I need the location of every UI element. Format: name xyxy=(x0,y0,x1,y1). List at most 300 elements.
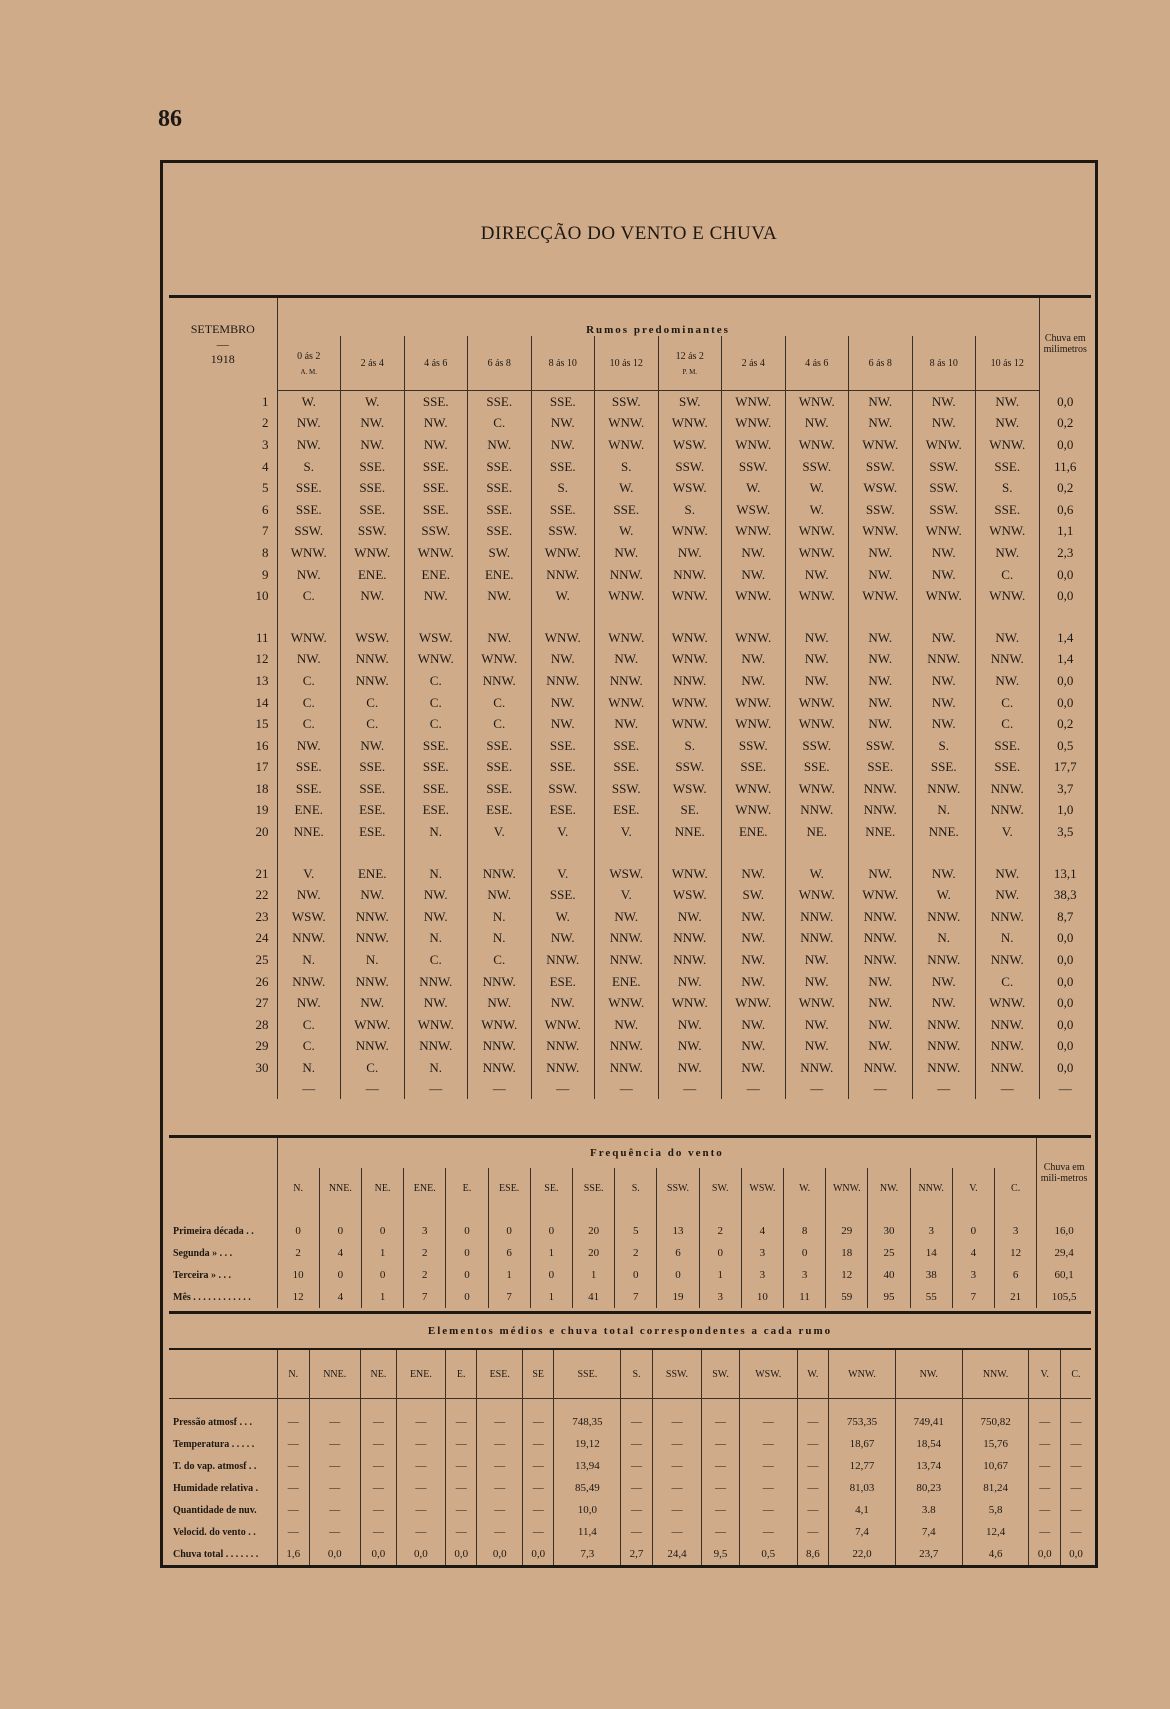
table-row xyxy=(169,1286,1091,1308)
freq-cell: 20 xyxy=(572,1242,614,1264)
wind-cell: V. xyxy=(595,884,659,906)
wind-cell: SSE. xyxy=(277,778,341,800)
wind-cell: SSW. xyxy=(277,521,341,543)
wind-cell: NW. xyxy=(976,863,1040,885)
freq-cell: 0 xyxy=(952,1208,994,1242)
day-cell: 20 xyxy=(169,821,277,843)
wind-cell: SSW. xyxy=(849,456,913,478)
day-cell: 30 xyxy=(169,1057,277,1079)
rain-cell: 17,7 xyxy=(1053,759,1077,775)
elem-cell: 0,0 xyxy=(396,1543,445,1565)
elem-col-header: SSE. xyxy=(554,1349,621,1399)
day-cell: 3 xyxy=(169,434,277,456)
elem-cell: — xyxy=(278,1399,310,1434)
wind-cell: NW. xyxy=(722,928,786,950)
wind-cell: NW. xyxy=(658,971,722,993)
rain-cell: 0,0 xyxy=(1057,393,1074,409)
elem-cell: 18,67 xyxy=(829,1433,896,1455)
wind-cell: SSE. xyxy=(976,456,1040,478)
wind-cell: SSE. xyxy=(341,456,405,478)
wind-cell: ESE. xyxy=(404,800,468,822)
wind-cell: SSW. xyxy=(595,391,659,413)
wind-cell: NW. xyxy=(341,434,405,456)
wind-cell: WNW. xyxy=(658,413,722,435)
gap-cell xyxy=(658,607,722,627)
elem-cell: 85,49 xyxy=(554,1477,621,1499)
wind-cell: N. xyxy=(468,906,532,928)
wind-cell: SSE. xyxy=(404,477,468,499)
hour-header xyxy=(785,336,849,391)
elem-cell: — xyxy=(739,1399,797,1434)
dash-cell: — xyxy=(722,1079,786,1099)
elem-cell: — xyxy=(522,1455,554,1477)
freq-cell: 11 xyxy=(784,1286,826,1308)
wind-cell: NNW. xyxy=(468,1036,532,1058)
freq-cell: 0 xyxy=(361,1208,403,1242)
table-row xyxy=(169,1264,1091,1286)
wind-cell: WNW. xyxy=(595,692,659,714)
table-row xyxy=(169,542,1091,564)
wind-cell: NW. xyxy=(849,649,913,671)
hour-label: 8 ás 10 xyxy=(929,357,958,369)
wind-cell: V. xyxy=(277,863,341,885)
wind-cell: NW. xyxy=(722,1057,786,1079)
wind-cell: WNW. xyxy=(785,884,849,906)
wind-cell: SSE. xyxy=(468,521,532,543)
elem-cell: — xyxy=(309,1521,360,1543)
wind-cell: WNW. xyxy=(531,1014,595,1036)
wind-cell: WNW. xyxy=(404,542,468,564)
elem-cell: — xyxy=(309,1433,360,1455)
dash-cell: — xyxy=(658,1079,722,1099)
wind-cell: WNW. xyxy=(595,413,659,435)
rain-cell: 13,1 xyxy=(1053,865,1077,881)
wind-cell: WNW. xyxy=(849,434,913,456)
table-row xyxy=(169,800,1091,822)
day-cell: 24 xyxy=(169,928,277,950)
rumos-caption: Rumos predominantes xyxy=(277,297,1039,337)
freq-cell: 4 xyxy=(319,1286,361,1308)
elem-cell: — xyxy=(396,1399,445,1434)
elem-cell: 0,0 xyxy=(445,1543,477,1565)
wind-cell: SSE. xyxy=(341,757,405,779)
day-cell: 23 xyxy=(169,906,277,928)
elem-cell: 0,0 xyxy=(1029,1543,1061,1565)
wind-cell: NW. xyxy=(785,1036,849,1058)
wind-cell: C. xyxy=(976,564,1040,586)
elem-cell: — xyxy=(621,1521,653,1543)
wind-cell: ENE. xyxy=(722,821,786,843)
wind-cell: WSW. xyxy=(404,627,468,649)
wind-cell: V. xyxy=(595,821,659,843)
elem-col-header: ENE. xyxy=(396,1349,445,1399)
elem-cell: — xyxy=(1070,1460,1082,1472)
gap-cell xyxy=(722,843,786,863)
freq-cell: 3 xyxy=(404,1208,446,1242)
wind-cell: C. xyxy=(341,692,405,714)
row-label: Chuva total . . . . . . . xyxy=(169,1543,278,1565)
wind-cell: NW. xyxy=(595,906,659,928)
wind-cell: NNW. xyxy=(976,778,1040,800)
wind-cell: C. xyxy=(404,713,468,735)
elem-cell: — xyxy=(652,1455,701,1477)
day-cell: 5 xyxy=(169,477,277,499)
wind-cell: W. xyxy=(912,884,976,906)
freq-cell: 0 xyxy=(446,1286,488,1308)
dash-cell: — xyxy=(849,1079,913,1099)
wind-cell: NW. xyxy=(785,971,849,993)
wind-cell: SSE. xyxy=(404,735,468,757)
wind-cell: NW. xyxy=(404,434,468,456)
elem-cell: — xyxy=(797,1499,829,1521)
wind-cell: WNW. xyxy=(976,585,1040,607)
wind-cell: W. xyxy=(722,477,786,499)
elem-cell: 18,54 xyxy=(895,1433,962,1455)
row-label: Humidade relativa . xyxy=(169,1477,278,1499)
elem-cell: — xyxy=(652,1433,701,1455)
elem-cell: — xyxy=(797,1433,829,1455)
wind-cell: WNW. xyxy=(595,627,659,649)
wind-cell: SSE. xyxy=(468,757,532,779)
wind-cell: SSE. xyxy=(468,778,532,800)
elem-cell: — xyxy=(621,1477,653,1499)
elem-cell: — xyxy=(702,1521,740,1543)
gap-cell xyxy=(976,607,1040,627)
wind-cell: NNW. xyxy=(531,1036,595,1058)
decade-gap xyxy=(169,607,1091,627)
elem-cell: — xyxy=(445,1477,477,1499)
wind-cell: NW. xyxy=(277,564,341,586)
rain-cell: 1,4 xyxy=(1057,629,1074,645)
wind-cell: NE. xyxy=(785,821,849,843)
wind-cell: N. xyxy=(404,821,468,843)
elem-col-header: V. xyxy=(1029,1349,1061,1399)
elem-cell: — xyxy=(445,1521,477,1543)
freq-col-header: NNE. xyxy=(319,1168,361,1208)
table-row xyxy=(169,1543,1091,1565)
freq-col-header: S. xyxy=(615,1168,657,1208)
elem-cell: — xyxy=(309,1399,360,1434)
wind-cell: NW. xyxy=(976,670,1040,692)
elem-cell: — xyxy=(477,1455,522,1477)
elem-col-header: WSW. xyxy=(739,1349,797,1399)
wind-cell: WSW. xyxy=(722,499,786,521)
wind-cell: SSW. xyxy=(849,735,913,757)
freq-cell: 95 xyxy=(868,1286,910,1308)
elem-cell: 12,4 xyxy=(962,1521,1029,1543)
table-frame xyxy=(160,160,1098,1568)
wind-cell: NW. xyxy=(277,413,341,435)
elem-cell: — xyxy=(702,1433,740,1455)
wind-cell: NNW. xyxy=(912,949,976,971)
wind-cell: NW. xyxy=(658,1057,722,1079)
wind-cell: N. xyxy=(341,949,405,971)
elem-cell: 7,4 xyxy=(895,1521,962,1543)
freq-cell: 25 xyxy=(868,1242,910,1264)
freq-cell: 21 xyxy=(995,1286,1037,1308)
wind-cell: N. xyxy=(404,1057,468,1079)
wind-cell: C. xyxy=(404,670,468,692)
page-title: DIRECÇÃO DO VENTO E CHUVA xyxy=(480,223,778,244)
wind-cell: WSW. xyxy=(595,863,659,885)
gap-cell xyxy=(277,843,341,863)
wind-cell: WNW. xyxy=(722,585,786,607)
freq-cell: 3 xyxy=(784,1264,826,1286)
rain-cell: 0,0 xyxy=(1057,588,1074,604)
gap-cell xyxy=(404,607,468,627)
freq-cell: 10 xyxy=(277,1264,319,1286)
wind-cell: NW. xyxy=(531,992,595,1014)
wind-cell: N. xyxy=(277,1057,341,1079)
wind-cell: NW. xyxy=(658,1014,722,1036)
table-row xyxy=(169,1521,1091,1543)
hour-label: 10 ás 12 xyxy=(990,357,1024,369)
day-cell: 28 xyxy=(169,1014,277,1036)
rain-cell: 0,0 xyxy=(1057,930,1074,946)
wind-cell: S. xyxy=(658,499,722,521)
wind-cell: SSW. xyxy=(912,499,976,521)
wind-cell: NW. xyxy=(785,1014,849,1036)
table-row xyxy=(169,477,1091,499)
elem-cell: 748,35 xyxy=(554,1399,621,1434)
table-row xyxy=(169,821,1091,843)
gap-cell xyxy=(468,843,532,863)
dash-cell: — xyxy=(976,1079,1040,1099)
elem-cell: — xyxy=(1029,1399,1061,1434)
elem-cell: 0,0 xyxy=(1069,1548,1083,1560)
wind-cell: C. xyxy=(468,692,532,714)
elem-cell: — xyxy=(477,1499,522,1521)
wind-cell: NW. xyxy=(277,649,341,671)
wind-cell: NW. xyxy=(912,391,976,413)
elem-cell: — xyxy=(360,1477,396,1499)
wind-cell: N. xyxy=(976,928,1040,950)
wind-cell: WNW. xyxy=(785,585,849,607)
freq-cell: 7 xyxy=(488,1286,530,1308)
rain-cell: 0,0 xyxy=(1057,694,1074,710)
wind-cell: ENE. xyxy=(341,863,405,885)
elem-cell: — xyxy=(1029,1521,1061,1543)
wind-cell: SSW. xyxy=(531,778,595,800)
wind-cell: C. xyxy=(404,949,468,971)
table-row xyxy=(169,863,1091,885)
freq-cell: 2 xyxy=(404,1264,446,1286)
dash-cell: — xyxy=(531,1079,595,1099)
month-label: SETEMBRO xyxy=(190,321,255,336)
gap-cell xyxy=(277,607,341,627)
freq-cell: 30 xyxy=(868,1208,910,1242)
freq-cell: 14 xyxy=(910,1242,952,1264)
wind-cell: S. xyxy=(658,735,722,757)
dash-cell: — xyxy=(595,1079,659,1099)
table-row xyxy=(169,928,1091,950)
wind-cell: NW. xyxy=(912,564,976,586)
wind-cell: SW. xyxy=(658,391,722,413)
wind-cell: V. xyxy=(531,863,595,885)
elem-cell: 10,67 xyxy=(962,1455,1029,1477)
elem-cell: — xyxy=(797,1477,829,1499)
wind-cell: NNW. xyxy=(404,1036,468,1058)
wind-cell: V. xyxy=(468,821,532,843)
freq-cell: 2 xyxy=(404,1242,446,1264)
wind-cell: C. xyxy=(468,949,532,971)
freq-cell: 0 xyxy=(446,1264,488,1286)
elem-label-blank xyxy=(169,1349,278,1399)
elem-cell: 22,0 xyxy=(829,1543,896,1565)
wind-cell: NNW. xyxy=(785,906,849,928)
wind-cell: WNW. xyxy=(976,434,1040,456)
freq-cell: 0 xyxy=(446,1242,488,1264)
wind-cell: SSE. xyxy=(595,499,659,521)
elem-cell: — xyxy=(522,1399,554,1434)
gap-cell xyxy=(1039,607,1091,627)
freq-cell: 7 xyxy=(952,1286,994,1308)
elem-cell: — xyxy=(396,1499,445,1521)
dash-cell: — xyxy=(277,1079,341,1099)
elem-cell: — xyxy=(1029,1499,1061,1521)
wind-cell: NW. xyxy=(912,971,976,993)
elem-cell: — xyxy=(278,1455,310,1477)
table-row xyxy=(169,778,1091,800)
table-row xyxy=(169,1057,1091,1079)
rain-header: Chuva em milimetros xyxy=(1039,297,1091,391)
wind-cell: WNW. xyxy=(658,627,722,649)
wind-cell: NW. xyxy=(785,627,849,649)
gap-cell xyxy=(1039,843,1091,863)
elem-cell: — xyxy=(477,1433,522,1455)
wind-cell: NNW. xyxy=(658,564,722,586)
rain-cell: 1,0 xyxy=(1057,802,1074,818)
wind-cell: NNW. xyxy=(468,1057,532,1079)
wind-cell: NNW. xyxy=(785,928,849,950)
row-label: Temperatura . . . . . xyxy=(169,1433,278,1455)
hour-header xyxy=(341,336,405,391)
elem-cell: — xyxy=(477,1521,522,1543)
elem-cell: 0,0 xyxy=(360,1543,396,1565)
freq-cell: 12 xyxy=(826,1264,868,1286)
wind-cell: SSE. xyxy=(531,499,595,521)
elem-col-header: W. xyxy=(797,1349,829,1399)
hour-header xyxy=(468,336,532,391)
freq-cell: 2 xyxy=(699,1208,741,1242)
elem-cell: — xyxy=(278,1477,310,1499)
freq-cell: 5 xyxy=(615,1208,657,1242)
elem-cell: 0,5 xyxy=(739,1543,797,1565)
wind-cell: NW. xyxy=(785,564,849,586)
wind-cell: SSE. xyxy=(912,757,976,779)
table-row xyxy=(169,884,1091,906)
rain-cell: 0,0 xyxy=(1057,1060,1074,1076)
freq-col-header: V. xyxy=(952,1168,994,1208)
wind-cell: SW. xyxy=(722,884,786,906)
row-label: Segunda » . . . xyxy=(169,1242,277,1264)
rain-cell: 0,0 xyxy=(1057,436,1074,452)
freq-col-header: WNW. xyxy=(826,1168,868,1208)
wind-cell: WNW. xyxy=(722,692,786,714)
wind-cell: WNW. xyxy=(849,884,913,906)
elem-cell: — xyxy=(522,1521,554,1543)
freq-cell: 0 xyxy=(657,1264,699,1286)
wind-cell: NW. xyxy=(785,649,849,671)
wind-cell: NNW. xyxy=(912,778,976,800)
rain-cell: 0,2 xyxy=(1057,716,1074,732)
hour-label: 12 ás 2 xyxy=(675,350,704,362)
day-cell: 18 xyxy=(169,778,277,800)
wind-cell: NNW. xyxy=(404,971,468,993)
hour-header xyxy=(595,336,659,391)
freq-col-header: SW. xyxy=(699,1168,741,1208)
wind-cell: SSE. xyxy=(531,884,595,906)
wind-cell: W. xyxy=(531,585,595,607)
elem-col-header: NNW. xyxy=(962,1349,1029,1399)
wind-cell: NW. xyxy=(404,413,468,435)
elem-cell: 4,1 xyxy=(829,1499,896,1521)
table-row xyxy=(169,1036,1091,1058)
wind-cell: SSE. xyxy=(976,499,1040,521)
wind-cell: SSW. xyxy=(849,499,913,521)
freq-cell: 2 xyxy=(277,1242,319,1264)
elem-cell: — xyxy=(360,1521,396,1543)
wind-cell: NW. xyxy=(976,413,1040,435)
wind-cell: SSE. xyxy=(531,735,595,757)
wind-cell: WNW. xyxy=(531,542,595,564)
freq-col-header: NNW. xyxy=(910,1168,952,1208)
wind-cell: WNW. xyxy=(785,778,849,800)
table-row xyxy=(169,521,1091,543)
wind-cell: WNW. xyxy=(595,992,659,1014)
wind-cell: NW. xyxy=(404,992,468,1014)
hour-header xyxy=(849,336,913,391)
wind-cell: NW. xyxy=(595,1014,659,1036)
elem-cell: — xyxy=(652,1399,701,1434)
table-row xyxy=(169,1477,1091,1499)
wind-cell: WSW. xyxy=(658,434,722,456)
elem-cell: 5,8 xyxy=(962,1499,1029,1521)
wind-cell: NW. xyxy=(785,413,849,435)
wind-cell: NW. xyxy=(658,1036,722,1058)
wind-cell: S. xyxy=(912,735,976,757)
wind-cell: NNW. xyxy=(976,1036,1040,1058)
wind-cell: NNW. xyxy=(849,928,913,950)
wind-cell: NW. xyxy=(976,884,1040,906)
wind-cell: WNW. xyxy=(658,863,722,885)
wind-cell: V. xyxy=(976,821,1040,843)
freq-cell: 12 xyxy=(277,1286,319,1308)
wind-cell: ESE. xyxy=(531,800,595,822)
freq-cell: 3 xyxy=(952,1264,994,1286)
gap-cell xyxy=(595,843,659,863)
elem-col-header: NNE. xyxy=(309,1349,360,1399)
wind-cell: ESE. xyxy=(468,800,532,822)
wind-cell: NW. xyxy=(849,692,913,714)
elem-cell: — xyxy=(1070,1482,1082,1494)
wind-cell: SSE. xyxy=(404,499,468,521)
gap-cell xyxy=(595,607,659,627)
wind-cell: NW. xyxy=(849,1014,913,1036)
wind-cell: SSE. xyxy=(849,757,913,779)
wind-cell: SSE. xyxy=(595,757,659,779)
elem-cell: 2,7 xyxy=(621,1543,653,1565)
gap-cell xyxy=(849,607,913,627)
wind-cell: WNW. xyxy=(341,542,405,564)
hour-label: 6 ás 8 xyxy=(868,357,892,369)
wind-cell: NW. xyxy=(849,1036,913,1058)
wind-cell: WNW. xyxy=(722,521,786,543)
wind-cell: S. xyxy=(531,477,595,499)
rain-cell: 0,0 xyxy=(1057,952,1074,968)
freq-cell: 1 xyxy=(530,1286,572,1308)
am-label: A. M. xyxy=(300,367,318,376)
